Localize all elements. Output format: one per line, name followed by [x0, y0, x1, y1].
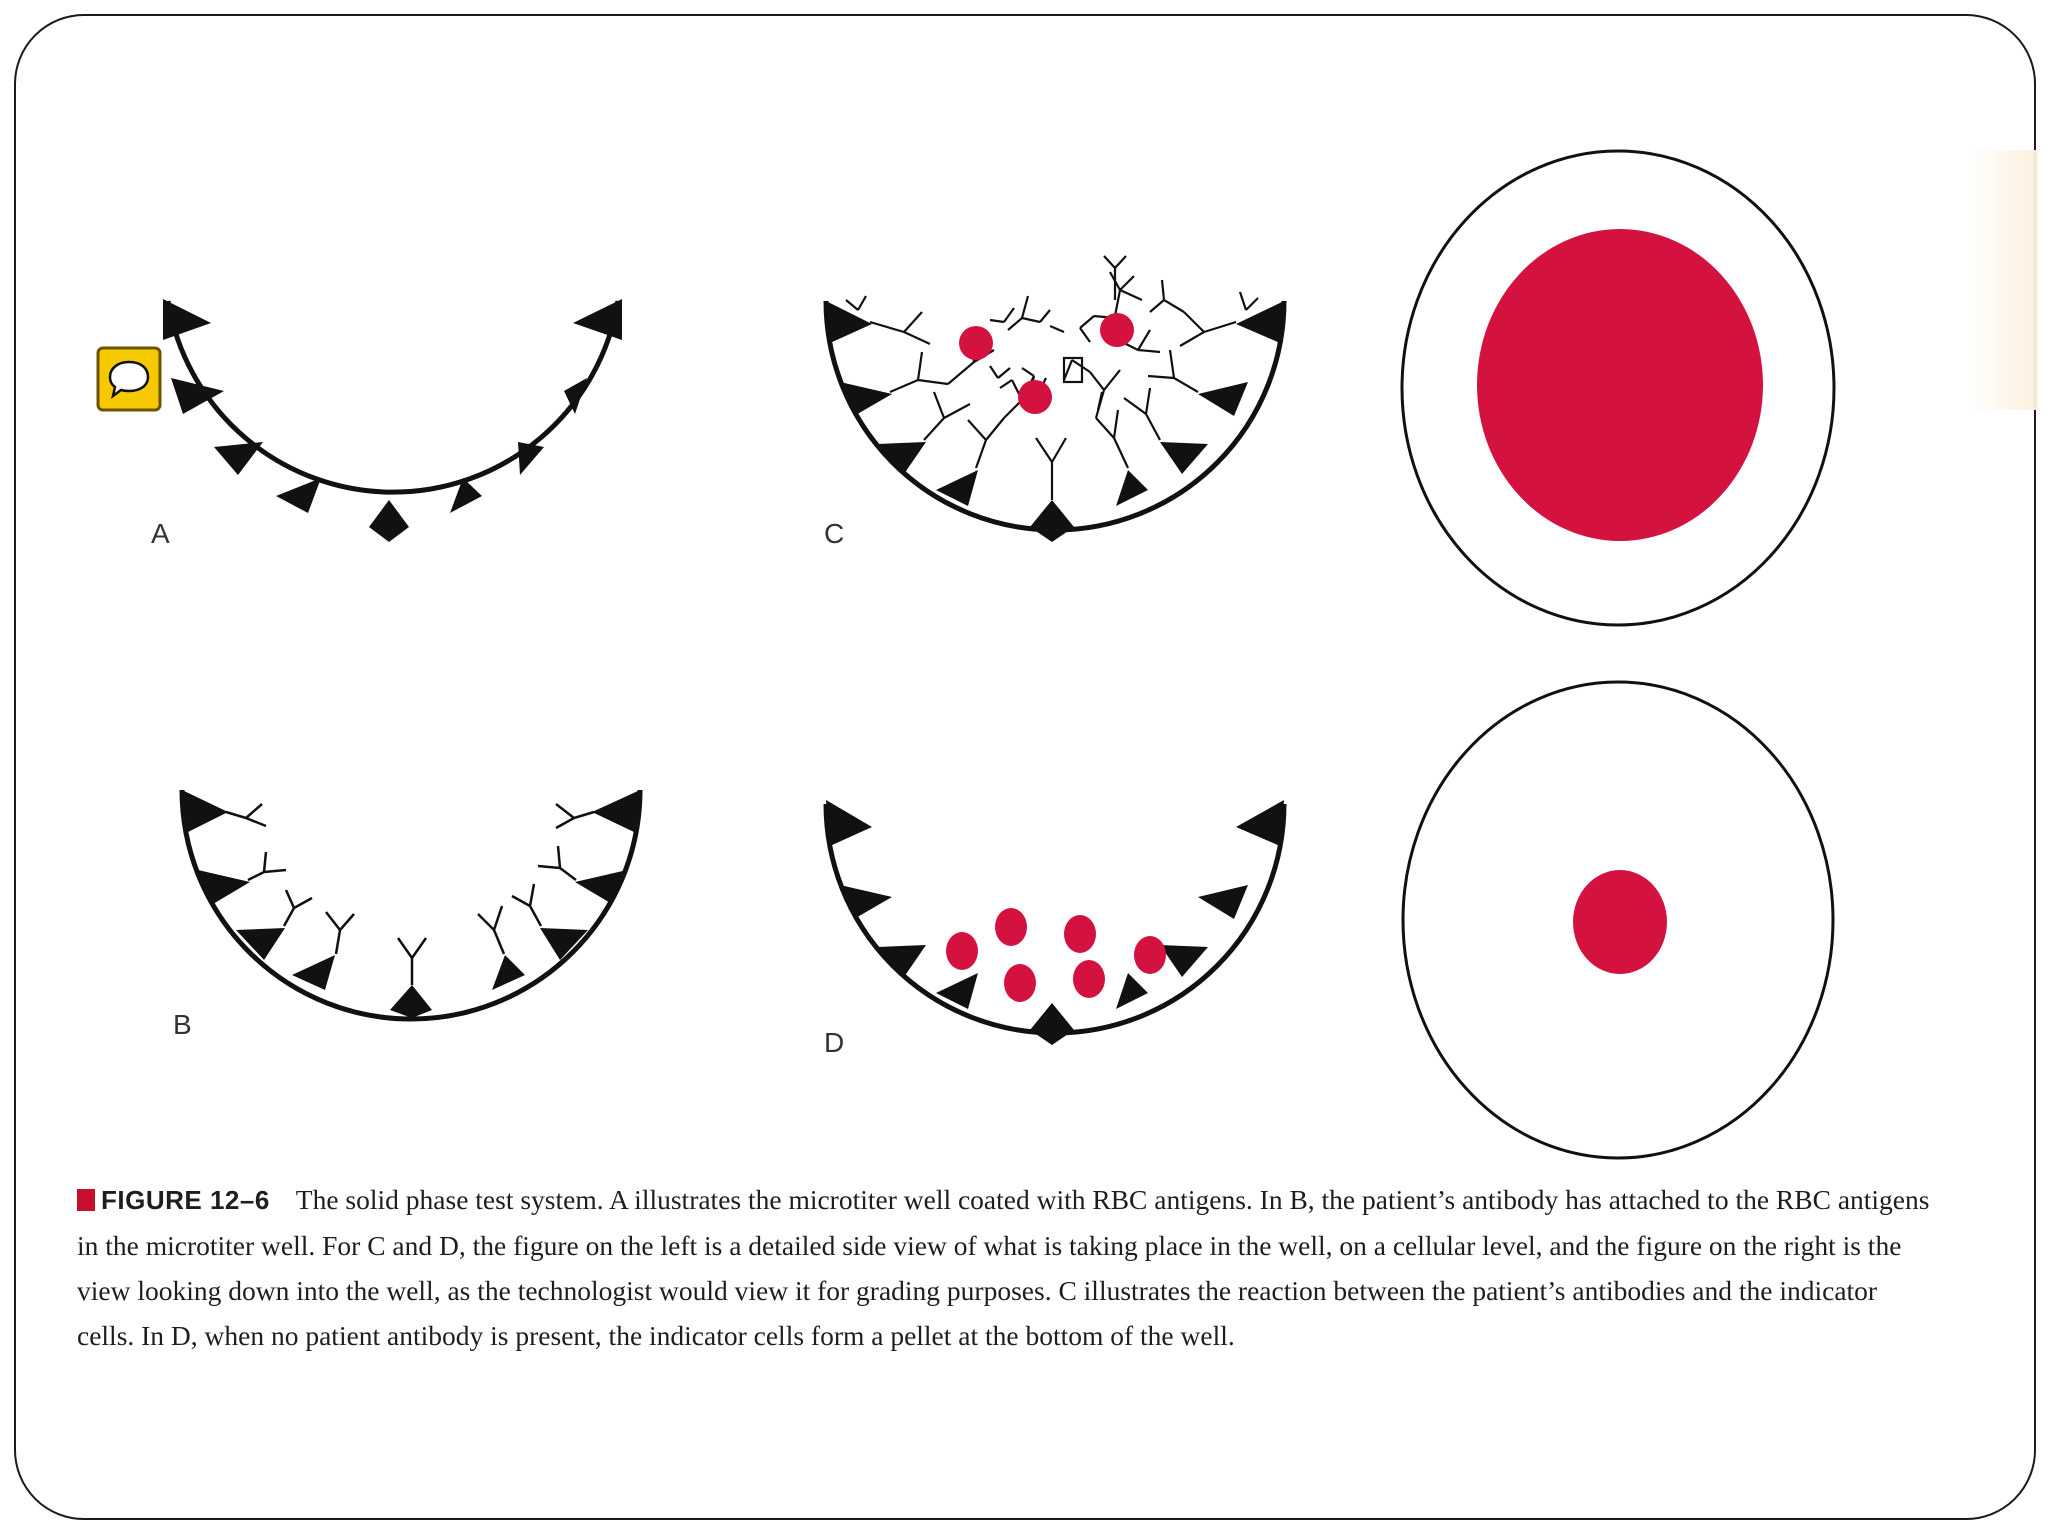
panel-label-d: D [824, 1027, 845, 1058]
antigen [1030, 500, 1074, 542]
antibody [284, 890, 312, 926]
antibody [870, 312, 930, 344]
antigen [826, 301, 872, 343]
panel-label-a: A [151, 518, 170, 549]
antibody [990, 366, 1010, 378]
antibody [326, 912, 354, 954]
antigen [369, 500, 409, 542]
figure-number: FIGURE 12–6 [101, 1185, 270, 1215]
positive-cell-layer [1477, 229, 1763, 541]
antigen [1198, 885, 1248, 919]
antigen [163, 299, 211, 340]
antibody [1124, 388, 1160, 440]
panel-label-b: B [173, 1009, 192, 1040]
antibody [1036, 438, 1066, 500]
panel-label-c: C [824, 518, 845, 549]
well-c [826, 256, 1284, 542]
antibody [1040, 310, 1050, 322]
antigen [390, 985, 432, 1018]
antibody [1240, 292, 1258, 310]
well-a-antigens [163, 299, 622, 542]
antibody [1096, 410, 1128, 468]
antigen [1236, 301, 1284, 343]
antigen [518, 442, 544, 475]
antibody [1090, 370, 1120, 418]
antigen [573, 299, 622, 340]
antibody [1180, 312, 1236, 346]
antigen [1030, 1003, 1074, 1045]
well-d [826, 800, 1284, 1045]
antibody [1120, 290, 1142, 300]
caption-text: The solid phase test system. A illustrates the microtiter well coated with RBC antigens. In B, the patient’s antibody has attached to the RBC antigens in the microtiter well. For C and D, the figure on the left is a detailed side view of what is taking place in the well, on a cellular level, and the figure on the right is the view looking down into the well, as the technologist would view it for grading purposes. C illustrates the reaction between the patient’s antibodies and the indicator cells. In D, when no patient antibody is present, the indicator cells form a pellet at the bottom of the well. [77, 1184, 1930, 1351]
antigen [292, 955, 335, 990]
antibody [924, 392, 970, 440]
antibody [248, 852, 286, 880]
well-c-top-view [1402, 151, 1834, 625]
antibody [226, 804, 266, 826]
antigen [1116, 973, 1148, 1009]
well-c-antigens [826, 301, 1284, 542]
indicator-cell [959, 326, 993, 360]
antibody [1050, 326, 1064, 332]
antigen [1160, 945, 1208, 977]
well-b-antibodies [226, 804, 594, 985]
antigen [840, 885, 892, 919]
well-d-wall [826, 804, 1284, 1033]
antigen [198, 870, 250, 904]
well-a [163, 299, 622, 542]
well-c-indicator-cells [959, 313, 1134, 414]
indicator-cell [1134, 936, 1166, 974]
antibody [512, 884, 541, 926]
speech-bubble-icon[interactable] [96, 346, 162, 412]
antigen [1198, 382, 1248, 416]
figure-marker [77, 1189, 95, 1211]
figure-caption [77, 1177, 1937, 1358]
well-b [182, 790, 640, 1019]
well-d-antigens [826, 800, 1284, 1045]
indicator-cell [1073, 960, 1105, 998]
well-d-top-view [1403, 682, 1833, 1158]
antigen [1116, 470, 1148, 506]
antigen [1236, 800, 1284, 846]
indicator-cell [1100, 313, 1134, 347]
indicator-cell [946, 932, 978, 970]
antigen [826, 800, 872, 846]
antibody [538, 846, 576, 880]
antigen [182, 790, 228, 832]
antigen [840, 382, 892, 416]
antibody [990, 308, 1014, 322]
indicator-cell [995, 908, 1027, 946]
indicator-cell [1018, 380, 1052, 414]
antibody [478, 906, 504, 954]
antibody [398, 938, 426, 985]
antigen [214, 442, 263, 475]
antigen [592, 790, 640, 832]
antibody [1080, 328, 1090, 342]
antigen [492, 955, 525, 990]
indicator-cell [1064, 915, 1096, 953]
antibody [1104, 256, 1126, 300]
antibody [968, 418, 1004, 468]
indicator-cell [1004, 964, 1036, 1002]
antibody [1008, 296, 1040, 330]
antibody [846, 296, 866, 310]
antibody [1064, 360, 1090, 380]
antigen [1160, 442, 1208, 474]
antibody [1148, 350, 1198, 392]
antibody [1150, 280, 1184, 312]
antibody [890, 352, 948, 392]
antigen [276, 478, 321, 513]
well-c-wall [826, 301, 1284, 530]
antibody [556, 804, 594, 828]
antigen [575, 870, 627, 904]
negative-cell-pellet [1573, 870, 1667, 974]
